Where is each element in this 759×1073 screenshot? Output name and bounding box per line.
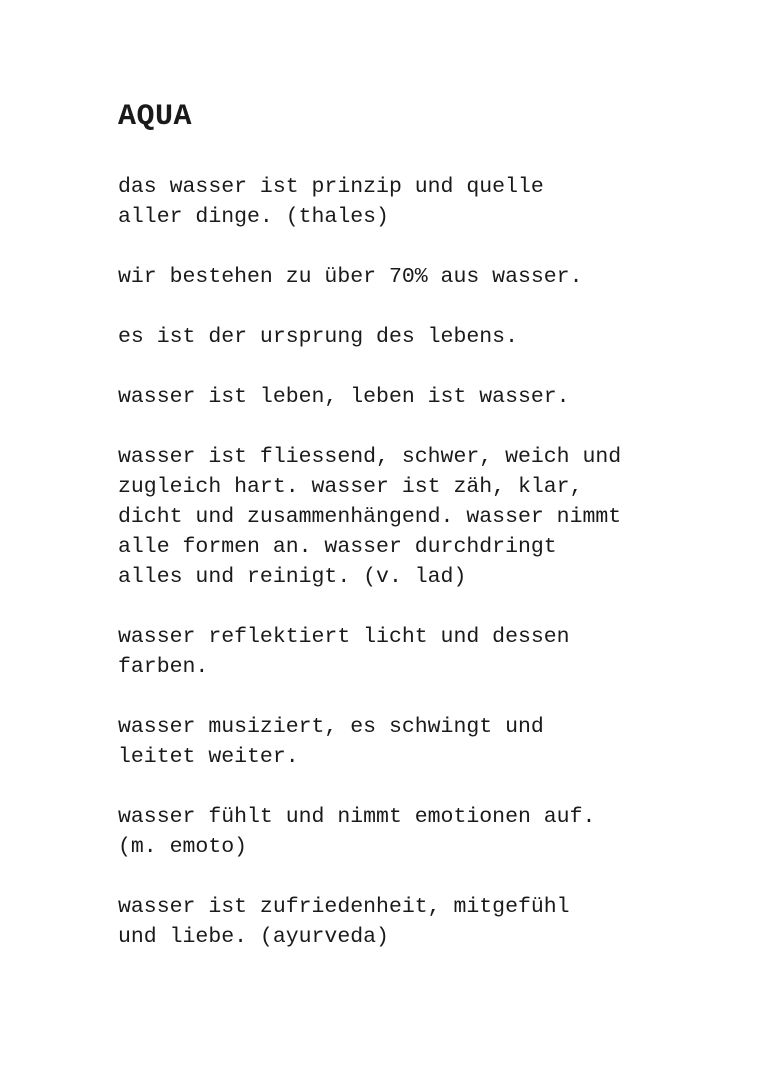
text-line: farben. <box>118 655 209 679</box>
text-line: leitet weiter. <box>118 745 299 769</box>
paragraph-emotions <box>118 802 718 862</box>
text-line: wasser ist fliessend, schwer, weich und <box>118 445 622 469</box>
text-line: wasser ist zufriedenheit, mitgefühl <box>118 895 570 919</box>
paragraph-origin <box>118 322 718 352</box>
text-line: zugleich hart. wasser ist zäh, klar, <box>118 475 583 499</box>
document-page <box>118 98 718 982</box>
text-line: wasser reflektiert licht und dessen <box>118 625 570 649</box>
paragraph-ayurveda <box>118 892 718 952</box>
text-line: und liebe. (ayurveda) <box>118 925 389 949</box>
text-line: das wasser ist prinzip und quelle <box>118 175 544 199</box>
text-line: aller dinge. (thales) <box>118 205 389 229</box>
paragraph-percentage <box>118 262 718 292</box>
text-line: dicht und zusammenhängend. wasser nimmt <box>118 505 622 529</box>
text-line: es ist der ursprung des lebens. <box>118 325 518 349</box>
text-line: wasser ist leben, leben ist wasser. <box>118 385 570 409</box>
text-line: (m. emoto) <box>118 835 248 859</box>
text-line: alle formen an. wasser durchdringt <box>118 535 557 559</box>
paragraph-music <box>118 712 718 772</box>
paragraph-thales <box>118 172 718 232</box>
text-line: wasser musiziert, es schwingt und <box>118 715 544 739</box>
text-line: wasser fühlt und nimmt emotionen auf. <box>118 805 596 829</box>
document-title: AQUA <box>118 100 193 134</box>
paragraph-light <box>118 622 718 682</box>
text-line: wir bestehen zu über 70% aus wasser. <box>118 265 583 289</box>
text-line: alles und reinigt. (v. lad) <box>118 565 467 589</box>
paragraph-properties <box>118 442 718 592</box>
paragraph-life <box>118 382 718 412</box>
